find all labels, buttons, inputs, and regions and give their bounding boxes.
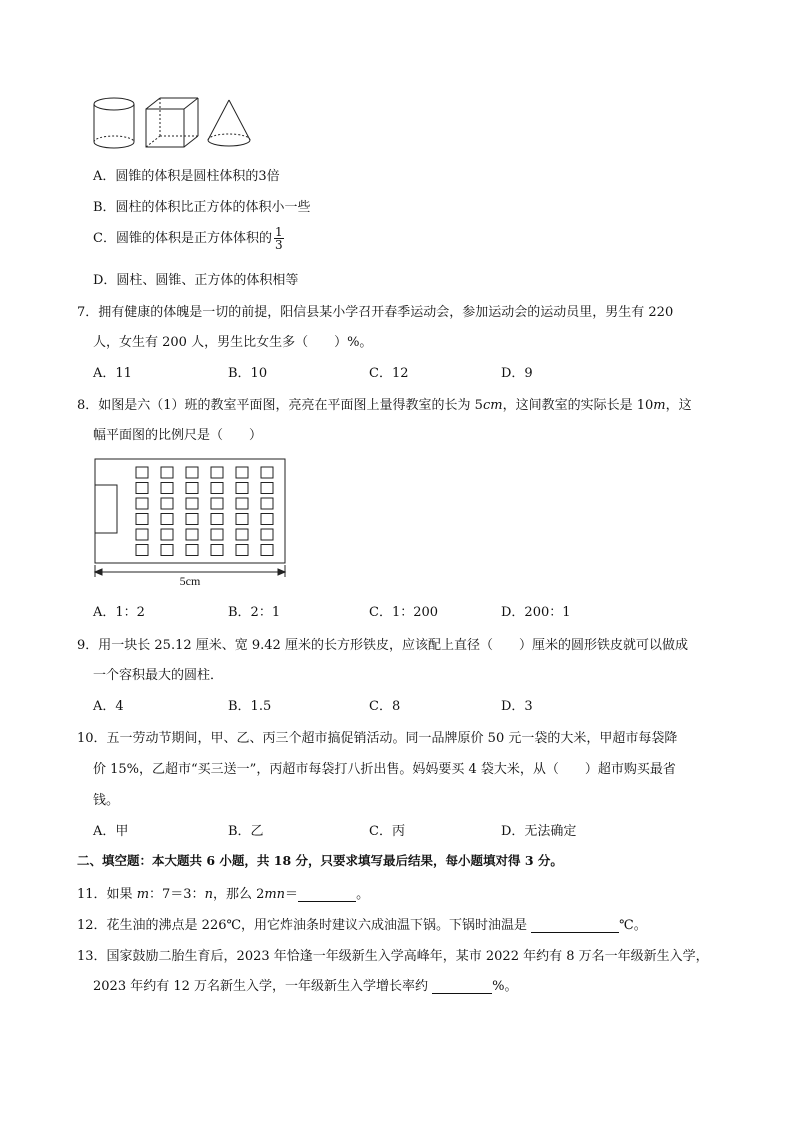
q10-option-b[interactable]: B．乙	[228, 824, 264, 839]
desk	[261, 514, 273, 525]
q6-option-c[interactable]	[93, 226, 284, 251]
q10-option-a[interactable]: A．甲	[93, 824, 129, 839]
q10-stem-line2: 价 15%，乙超市“买三送一”，丙超市每袋打八折出售。妈妈要买 4 袋大米，从（ ）超市购买最省	[93, 762, 676, 777]
q8-options	[93, 601, 733, 621]
desk	[161, 514, 173, 525]
q6-option-b[interactable]: B．圆柱的体积比正方体的体积小一些	[93, 200, 311, 215]
q12-unit: ℃。	[619, 918, 647, 933]
q7-options	[93, 362, 733, 382]
desk-grid	[136, 467, 273, 556]
q13-unit: %。	[492, 979, 518, 994]
q9-options	[93, 695, 733, 715]
q8-option-d[interactable]: D．200：1	[501, 605, 571, 620]
cylinder-shape	[94, 98, 134, 148]
desk	[136, 483, 148, 494]
q13-stem-line1: 13．国家鼓励二胎生育后，2023 年恰逢一年级新生入学高峰年，某市 2022 年约有 8 万名一年级新生入学，	[77, 949, 709, 964]
desk	[211, 545, 223, 556]
desk	[136, 498, 148, 509]
desk	[161, 483, 173, 494]
q8-option-a[interactable]: A．1：2	[93, 605, 145, 620]
desk	[261, 545, 273, 556]
q10-option-d[interactable]: D．无法确定	[501, 824, 577, 839]
desk	[236, 498, 248, 509]
q9-option-b[interactable]: B．1.5	[228, 699, 272, 714]
desk	[211, 483, 223, 494]
var-mn: mn	[264, 887, 286, 902]
q6-option-c-text: C．圆锥的体积是正方体体积的	[93, 231, 272, 246]
desk	[236, 514, 248, 525]
desk	[261, 467, 273, 478]
q6-option-a[interactable]: A．圆锥的体积是圆柱体积的3倍	[93, 169, 280, 184]
desk	[186, 514, 198, 525]
desk	[261, 483, 273, 494]
desk	[161, 529, 173, 540]
unit-cm: cm	[482, 398, 503, 413]
desk	[211, 514, 223, 525]
q11-end: 。	[356, 887, 370, 902]
q13-text: 2023 年约有 12 万名新生入学，一年级新生入学增长率约	[93, 979, 429, 994]
q11-prefix: 11．如果	[77, 887, 137, 902]
desk	[136, 529, 148, 540]
var-m: m	[136, 887, 150, 902]
q11-stem	[77, 883, 369, 902]
q12-stem	[77, 914, 647, 933]
q8-stem-part-a: 8．如图是六（1）班的教室平面图，亮亮在平面图上量得教室的长为 5	[77, 398, 483, 413]
classroom-plan-diagram	[93, 457, 289, 589]
q8-option-b[interactable]: B．2：1	[228, 605, 281, 620]
q6-option-d[interactable]: D．圆柱、圆锥、正方体的体积相等	[93, 273, 299, 288]
solids-figure	[90, 96, 260, 156]
q7-stem-line1: 7．拥有健康的体魄是一切的前提，阳信县某小学召开春季运动会，参加运动会的运动员里，男生有 220	[77, 305, 674, 320]
desk	[186, 498, 198, 509]
desk	[211, 467, 223, 478]
desk	[236, 483, 248, 494]
q10-stem-line1: 10．五一劳动节期间，甲、乙、丙三个超市搞促销活动。同一品牌原价 50 元一袋的大米，甲超市每袋降	[77, 731, 678, 746]
q12-answer-blank[interactable]	[531, 918, 619, 933]
fraction-denominator: 3	[274, 238, 283, 252]
q13-stem-line2	[93, 975, 518, 994]
q9-stem-line1: 9．用一块长 25.12 厘米、宽 9.42 厘米的长方形铁皮，应该配上直径（ ）厘米的圆形铁皮就可以做成	[77, 638, 688, 653]
desk	[186, 483, 198, 494]
desk	[136, 545, 148, 556]
q8-stem-part-b: ，这间教室的实际长是 10	[502, 398, 654, 413]
desk	[236, 545, 248, 556]
q10-option-c[interactable]: C．丙	[369, 824, 405, 839]
q7-option-c[interactable]: C．12	[369, 366, 409, 381]
q8-stem-line1	[77, 394, 692, 413]
q7-stem-line2: 人，女生有 200 人，男生比女生多（ ）%。	[93, 335, 373, 350]
desk	[161, 467, 173, 478]
desk	[211, 529, 223, 540]
desk	[186, 545, 198, 556]
q10-options	[93, 820, 733, 840]
desk	[186, 467, 198, 478]
blackboard	[95, 485, 117, 533]
q7-option-d[interactable]: D．9	[501, 366, 533, 381]
var-n: n	[204, 887, 213, 902]
desk	[236, 529, 248, 540]
q11-answer-blank[interactable]	[298, 887, 356, 902]
q11-middle: ：7＝3：	[149, 887, 205, 902]
classroom-outline	[95, 459, 285, 563]
q11-then: ，那么 2	[212, 887, 265, 902]
q12-text: 12．花生油的沸点是 226℃，用它炸油条时建议六成油温下锅。下锅时油温是	[77, 918, 528, 933]
q13-answer-blank[interactable]	[432, 979, 492, 994]
desk	[136, 514, 148, 525]
dimension-label: 5cm	[179, 574, 201, 588]
q11-eq: ＝	[285, 887, 299, 902]
q9-option-a[interactable]: A．4	[93, 699, 124, 714]
q8-stem-line2: 幅平面图的比例尺是（ ）	[93, 428, 263, 443]
desk	[186, 529, 198, 540]
cone-shape	[208, 100, 250, 146]
q9-option-c[interactable]: C．8	[369, 699, 401, 714]
unit-m: m	[653, 398, 666, 413]
q7-option-a[interactable]: A．11	[93, 366, 132, 381]
q9-stem-line2: 一个容积最大的圆柱．	[93, 668, 224, 683]
desk	[236, 467, 248, 478]
q9-option-d[interactable]: D．3	[501, 699, 533, 714]
desk	[161, 545, 173, 556]
desk	[261, 498, 273, 509]
cube-shape	[146, 98, 198, 147]
desk	[261, 529, 273, 540]
q8-option-c[interactable]: C．1：200	[369, 605, 439, 620]
q10-stem-line3: 钱。	[93, 793, 120, 808]
section-heading-fill-in: 二、填空题：本大题共 6 小题，共 18 分，只要求填写最后结果，每小题填对得 3 分。	[77, 853, 563, 868]
q8-stem-part-c: ，这	[665, 398, 692, 413]
desk	[211, 498, 223, 509]
fraction-numerator: 1	[274, 225, 283, 239]
desk	[136, 467, 148, 478]
fraction-one-third	[274, 226, 284, 251]
desk	[161, 498, 173, 509]
q7-option-b[interactable]: B．10	[228, 366, 268, 381]
